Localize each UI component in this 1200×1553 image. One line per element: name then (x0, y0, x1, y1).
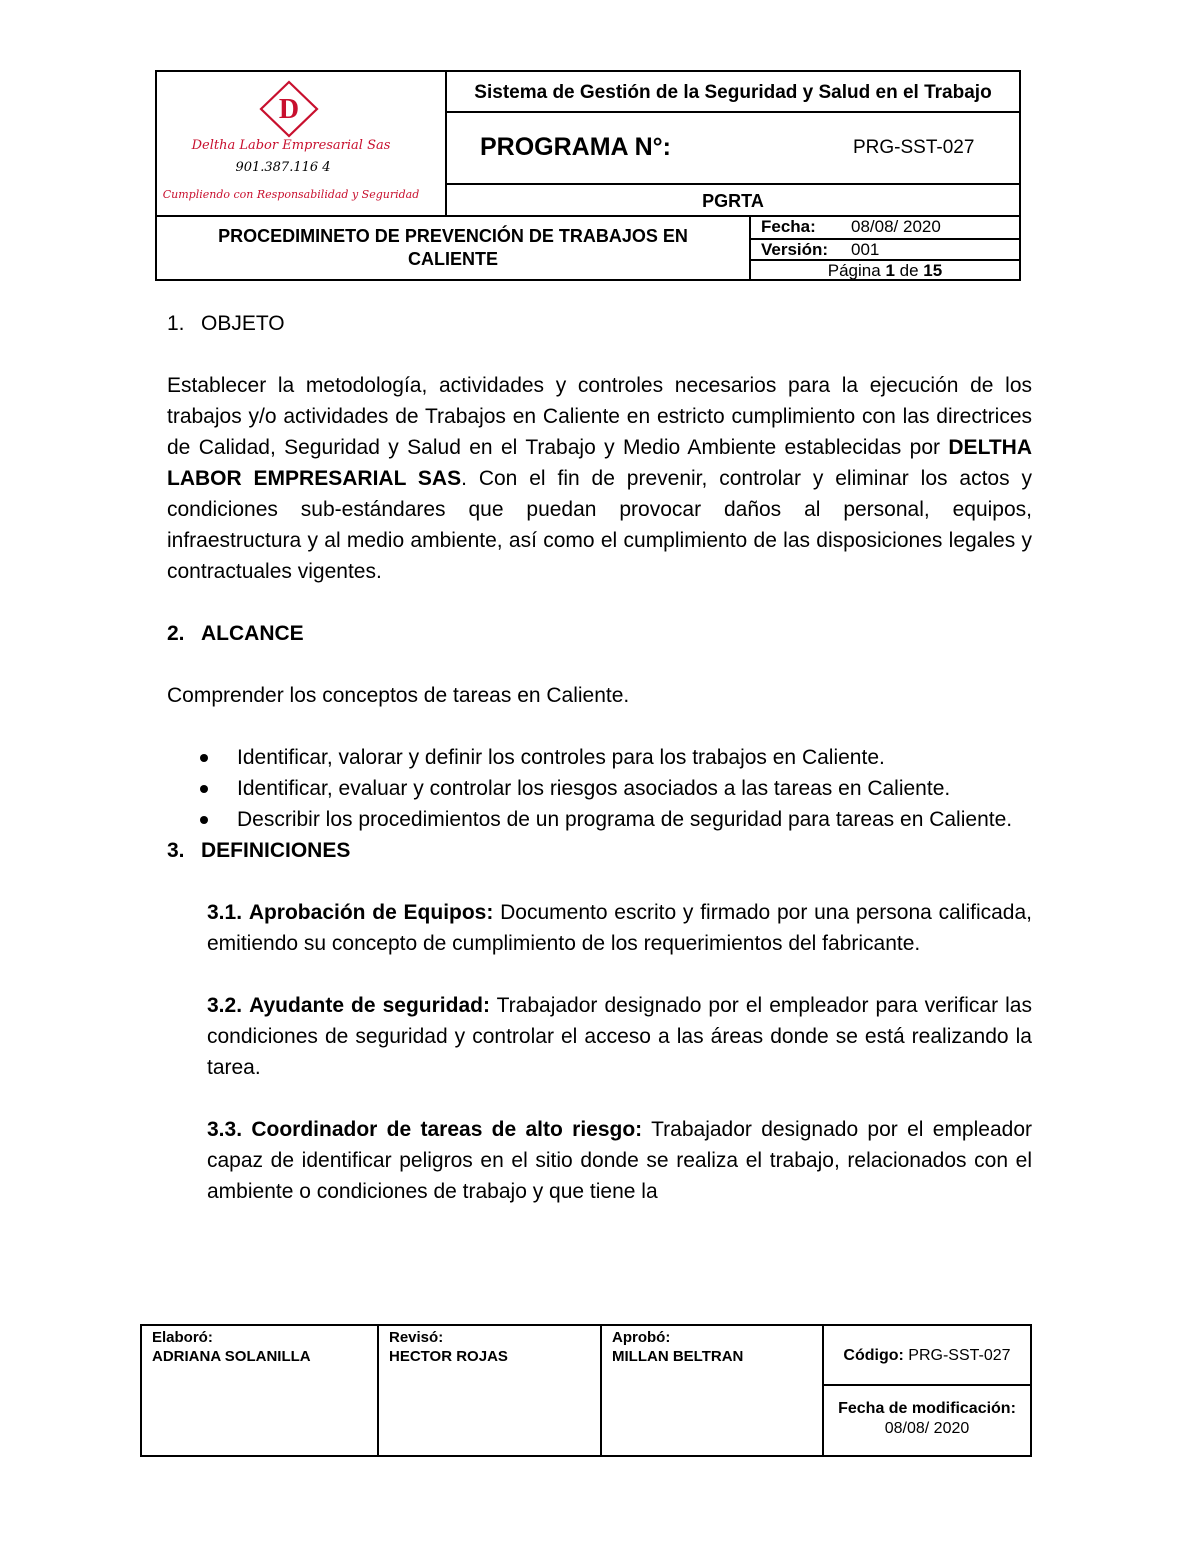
version-row (751, 240, 1019, 261)
program-code: PRG-SST-027 (853, 137, 975, 158)
program-label: PROGRAMA N°: (480, 133, 672, 161)
logo-slogan: Cumpliendo con Responsabilidad y Seguridad (162, 188, 420, 201)
document-title: PROCEDIMINETO DE PREVENCIÓN DE TRABAJOS EN CALIENTE (157, 217, 751, 279)
system-title: Sistema de Gestión de la Seguridad y Salud en el Trabajo (447, 72, 1019, 113)
company-logo (157, 72, 447, 217)
definition-term: Ayudante de seguridad: (249, 994, 490, 1017)
program-number-cell (447, 113, 1019, 185)
program-acronym: PGRTA (447, 185, 1019, 217)
objeto-text-part-b: . Con el fin de prevenir, controlar y eliminar los actos y condiciones sub-estándares que puedan provocar daños al personal, equipos, infraestructura y al medio ambiente, así como el cumplimiento de las disposiciones legales y contractuales vigentes. (167, 467, 1032, 583)
list-item (167, 742, 1032, 773)
bullet-icon (200, 785, 208, 793)
section-definiciones-heading (167, 835, 1032, 866)
section-title: OBJETO (201, 312, 285, 335)
page-total: 15 (923, 261, 943, 280)
section-title: ALCANCE (201, 622, 304, 645)
definition-term: Aprobación de Equipos: (248, 901, 494, 924)
codigo-row (824, 1326, 1030, 1386)
elaboro-label: Elaboró: (152, 1329, 213, 1346)
aprobo-name: MILLAN BELTRAN (612, 1348, 744, 1365)
logo-nit: 901.387.116 4 (235, 160, 331, 175)
reviso-name: HECTOR ROJAS (389, 1348, 508, 1365)
section-number: 3. (167, 839, 185, 862)
definition-text: Trabajador designado por el empleador para verificar las condiciones de seguridad y controlar el acceso a las áreas donde se está realizando la tarea. (207, 994, 1032, 1079)
definition-term: Coordinador de tareas de alto riesgo: (251, 1118, 643, 1141)
reviso-label: Revisó: (389, 1329, 444, 1346)
definition-number: 3.3. (207, 1118, 243, 1141)
document-body (167, 308, 1032, 1207)
definition-item (167, 990, 1032, 1083)
elaboro-name: ADRIANA SOLANILLA (152, 1348, 311, 1365)
page-separator: de (899, 261, 919, 280)
section-number: 2. (167, 622, 185, 645)
list-item-text: Describir los procedimientos de un programa de seguridad para tareas en Caliente. (237, 808, 1013, 831)
definition-item (167, 1114, 1032, 1207)
reviso-cell (379, 1326, 602, 1455)
list-item-text: Identificar, valorar y definir los controles para los trabajos en Caliente. (237, 746, 885, 769)
alcance-intro: Comprender los conceptos de tareas en Caliente. (167, 684, 630, 707)
bullet-icon (200, 816, 208, 824)
definition-text: Documento escrito y firmado por una persona calificada, emitiendo su concepto de cumplimiento de los requerimientos del fabricante. (207, 901, 1032, 955)
logo-company-name: Deltha Labor Empresarial Sas (191, 138, 391, 153)
fecha-modificacion-label: Fecha de modificación: (838, 1400, 1016, 1417)
list-item (167, 773, 1032, 804)
objeto-text-part-a: Establecer la metodología, actividades y controles necesarios para la ejecución de los trabajos y/o actividades de Trabajos en Caliente en estricto cumplimiento con las directrices de Calidad, Seguridad y Salud en el Trabajo y Medio Ambiente establecidas por (167, 374, 1032, 459)
bullet-icon (200, 754, 208, 762)
definition-number: 3.1. (207, 901, 243, 924)
definition-number: 3.2. (207, 994, 243, 1017)
fecha-label: Fecha: (761, 217, 816, 236)
page-prefix: Página (827, 261, 881, 280)
alcance-bullet-list (167, 742, 1032, 835)
document-footer-table (140, 1324, 1032, 1457)
fecha-modificacion-row (824, 1386, 1030, 1455)
definition-item (167, 897, 1032, 959)
page-number-row (751, 261, 1019, 279)
definition-text: Trabajador designado por el empleador capaz de identificar peligros en el sitio donde se realiza el trabajo, relacionados con el ambiente o condiciones de trabajo y que tiene la (207, 1118, 1032, 1203)
logo-graphic (157, 72, 443, 213)
codigo-label: Código: (843, 1347, 904, 1364)
version-label: Versión: (761, 240, 829, 259)
logo-letter: D (278, 94, 300, 125)
version-value: 001 (851, 240, 880, 259)
list-item-text: Identificar, evaluar y controlar los riesgos asociados a las tareas en Caliente. (237, 777, 951, 800)
objeto-paragraph (167, 370, 1032, 587)
fecha-row (751, 217, 1019, 240)
aprobo-cell (602, 1326, 824, 1455)
page-current: 1 (885, 261, 895, 280)
document-header-table (155, 70, 1021, 281)
section-title: DEFINICIONES (201, 839, 351, 862)
aprobo-label: Aprobó: (612, 1329, 671, 1346)
objeto-company-name: DELTHA LABOR EMPRESARIAL SAS (167, 436, 1032, 490)
fecha-modificacion-value: 08/08/ 2020 (884, 1420, 970, 1437)
codigo-value: PRG-SST-027 (908, 1347, 1011, 1364)
list-item (167, 804, 1032, 835)
code-cell (824, 1326, 1030, 1455)
section-number: 1. (167, 312, 185, 335)
fecha-value: 08/08/ 2020 (851, 217, 941, 236)
elaboro-cell (142, 1326, 379, 1455)
section-objeto-heading (167, 308, 1032, 339)
section-alcance-heading (167, 618, 1032, 649)
